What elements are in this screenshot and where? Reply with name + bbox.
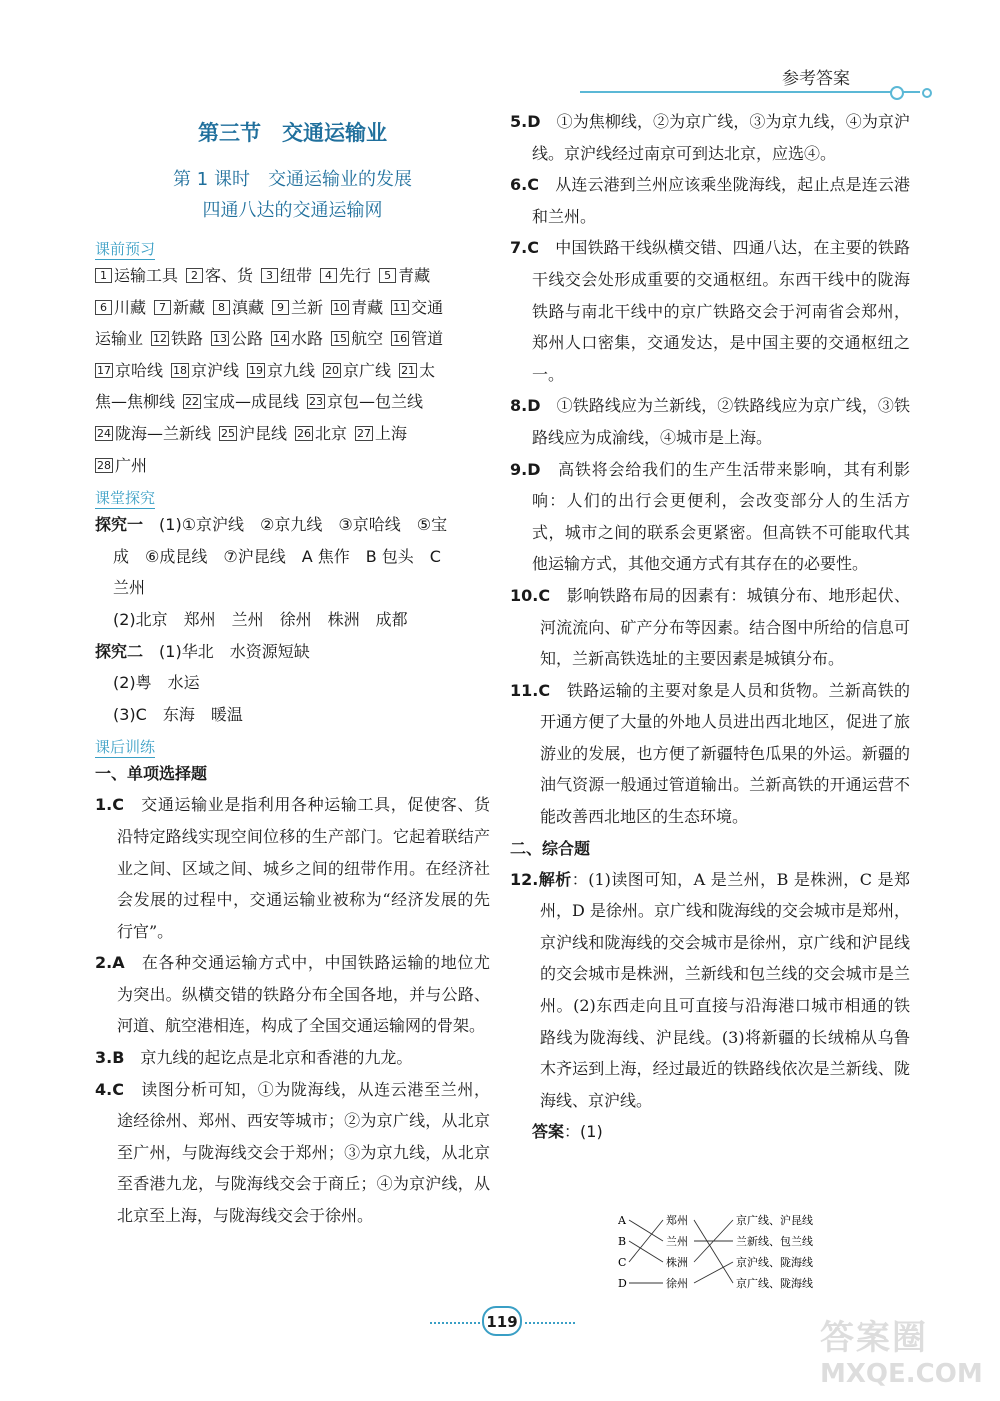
preview-item-text: 京广线 [343, 360, 392, 380]
preview-item [211, 323, 263, 355]
diagram-letter: C [618, 1256, 627, 1269]
answer-choice: 2.A [95, 953, 125, 973]
header-circle-icon [890, 86, 904, 100]
answer-12-label: 答案：(1) [532, 1122, 603, 1142]
preview-item-text: 京九线 [267, 360, 316, 380]
answer-item [510, 232, 910, 390]
preview-item-text: 焦—焦柳线 [95, 392, 176, 412]
matching-diagram-svg [618, 1206, 828, 1291]
left-column [95, 110, 490, 1232]
answer-choice: 3.B [95, 1048, 125, 1068]
preview-item [247, 355, 315, 387]
answer-number-box: 21 [401, 363, 416, 377]
explore1-line4: (2)北京 郑州 兰州 徐州 株洲 成都 [113, 609, 408, 629]
answer-item [510, 169, 910, 232]
diagram-city: 兰州 [666, 1235, 688, 1248]
diagram-city: 徐州 [666, 1277, 688, 1290]
preview-item-text: 太 [419, 360, 436, 380]
answer-item [95, 789, 490, 947]
answer-explanation: 影响铁路布局的因素有：城镇分布、地形起伏、河流流向、矿产分布等因素。结合图中所给的信息可知，兰新高铁选址的主要因素是城镇分布。 [540, 585, 910, 669]
preview-item-text: 京沪线 [191, 360, 240, 380]
page-number-badge: 119 [482, 1306, 522, 1336]
answer-number-box: 14 [273, 332, 288, 346]
answer-item [95, 1074, 490, 1232]
preview-line [95, 450, 490, 482]
preview-item-text: 北京 [315, 423, 348, 443]
diagram-railway: 京广线、陇海线 [736, 1277, 813, 1290]
preview-item-text: 纽带 [280, 266, 313, 285]
answer-choice: 8.D [510, 396, 541, 416]
diagram-letter: D [618, 1277, 627, 1290]
answer-number-box: 15 [333, 332, 348, 346]
preview-item [379, 260, 430, 292]
answer-explanation: ①铁路线应为兰新线，②铁路线应为京广线，③铁路线应为成渝线，④城市是上海。 [532, 396, 910, 447]
diagram-connector [629, 1220, 663, 1241]
explore2-line3: (3)C 东海 暖温 [113, 704, 243, 724]
preview-item [95, 386, 175, 418]
answer-explanation: 交通运输业是指利用各种运输工具，促使客、货沿特定路线实现空间位移的生产部门。它起着联结产业之间、区域之间、城乡之间的纽带作用。在经济社会发展的过程中，交通运输业被称为“经济发展的先行官”。 [117, 795, 490, 941]
answer-choice: 5.D [510, 112, 541, 131]
answer-choice: 4.C [95, 1079, 124, 1099]
classroom-tag: 课堂探究 [95, 489, 156, 508]
diagram-railway: 京沪线、陇海线 [736, 1256, 813, 1269]
answer-number-box: 22 [185, 395, 200, 409]
answer-choice: 1.C [95, 795, 124, 815]
preview-item-text: 交通 [411, 297, 444, 317]
diagram-railway: 京广线、沪昆线 [736, 1214, 813, 1227]
header-rule [580, 91, 920, 93]
preview-item-text: 先行 [339, 266, 372, 285]
answer-number-box: 4 [320, 268, 337, 283]
preview-item-text: 青藏 [398, 266, 431, 285]
preview-item [95, 450, 147, 482]
answer-number-box: 11 [393, 300, 408, 314]
answer-number-box: 10 [333, 300, 348, 314]
watermark-logo [820, 1310, 990, 1390]
preview-item-text: 水路 [291, 329, 324, 349]
answer-number-box: 1 [95, 268, 112, 283]
preview-item [271, 323, 323, 355]
right-column [510, 106, 910, 1148]
answer-explanation: ①为焦柳线，②为京广线，③为京九线，④为京沪线。京沪线经过南京可到达北京，应选④。 [532, 112, 910, 163]
answer-number-box: 28 [97, 458, 111, 472]
answer-choice: 9.D [510, 459, 541, 479]
preview-item [323, 355, 391, 387]
answer-explanation: 铁路运输的主要对象是人员和货物。兰新高铁的开通方便了大量的外地人员进出西北地区，促进了旅游业的发展，也方便了新疆特色瓜果的外运。新疆的油气资源一般通过管道输出。兰新高铁的开通运营不能改善西北地区的生态环境。 [540, 680, 910, 827]
answer-number-box: 5 [379, 268, 396, 283]
explore-block [95, 509, 490, 730]
preview-item [272, 292, 323, 324]
preview-answers [95, 260, 490, 481]
answer-choice: 11.C [510, 680, 551, 700]
comprehensive-heading: 二、综合题 [510, 838, 591, 858]
answer-number-box: 8 [213, 300, 230, 315]
preview-item [261, 260, 312, 292]
answer-number-box: 12 [153, 332, 168, 346]
answer-choice: 7.C [510, 238, 539, 258]
explore1-line2: 成 ⑥成昆线 ⑦沪昆线 A 焦作 B 包头 C [113, 546, 441, 566]
diagram-connector [694, 1262, 733, 1283]
answer-item [510, 675, 910, 833]
preview-item [95, 260, 178, 292]
preview-item [320, 260, 371, 292]
preview-item [391, 323, 443, 355]
preview-item-text: 航空 [351, 329, 384, 349]
preview-line [95, 386, 490, 418]
preview-item-text: 京哈线 [115, 360, 164, 380]
answer-item [510, 106, 910, 169]
preview-line [95, 355, 490, 387]
answer-number-box: 7 [154, 300, 171, 315]
preview-item-text: 川藏 [114, 297, 147, 317]
preview-item-text: 铁路 [171, 329, 204, 349]
diagram-letter: A [618, 1214, 626, 1227]
preview-item-text: 京包—包兰线 [327, 392, 424, 412]
preview-item [213, 292, 264, 324]
diagram-city: 株洲 [666, 1256, 688, 1269]
answer-item [95, 1042, 490, 1074]
explore2-line1: 探究二 (1)华北 水资源短缺 [95, 641, 310, 661]
preview-item-text: 滇藏 [232, 297, 265, 317]
answer-number-box: 25 [221, 426, 236, 440]
page-number [430, 1306, 575, 1336]
preview-item-text: 管道 [411, 329, 444, 349]
preview-item [95, 323, 143, 355]
preview-item-text: 新藏 [173, 297, 206, 317]
answer-explanation: 京九线的起讫点是北京和香港的九龙。 [140, 1048, 413, 1068]
preview-item [151, 323, 203, 355]
header-title: 参考答案 [782, 69, 850, 89]
page-header [560, 58, 940, 103]
answers-right [510, 106, 910, 833]
answer-number-box: 13 [213, 332, 228, 346]
preview-item-text: 公路 [231, 329, 264, 349]
diagram-city: 郑州 [666, 1214, 688, 1227]
answer-number-box: 9 [272, 300, 289, 315]
preview-line [95, 418, 490, 450]
answer-explanation: 读图分析可知，①为陇海线，从连云港至兰州，途经徐州、郑州、西安等城市；②为京广线，从北京至广州，与陇海线交会于郑州；③为京九线，从北京至香港九龙，与陇海线交会于商丘；④为京沪线，从北京至上海，与陇海线交会于徐州。 [117, 1079, 490, 1226]
lesson-title: 第 1 课时 交通运输业的发展 [173, 169, 412, 190]
after-class-tag: 课后训练 [95, 738, 156, 757]
watermark-top: 答案圈 [820, 1318, 928, 1358]
answer-item [510, 454, 910, 580]
diagram-connector [629, 1220, 663, 1262]
preview-item [171, 355, 239, 387]
explore1-line1: 探究一 (1)①京沪线 ②京九线 ③京哈线 ⑤宝 [95, 515, 448, 535]
preview-item-text: 广州 [115, 455, 148, 475]
preview-item-text: 沪昆线 [239, 423, 288, 443]
preview-item [307, 386, 423, 418]
preview-item [183, 386, 299, 418]
answer-number-box: 16 [393, 332, 408, 346]
preview-item [95, 418, 211, 450]
preview-item [355, 418, 407, 450]
preview-item [154, 292, 205, 324]
page-dots-left [430, 1322, 480, 1324]
diagram-letter: B [618, 1235, 627, 1248]
answer-explanation: 从连云港到兰州应该乘坐陇海线，起止点是连云港和兰州。 [532, 175, 910, 226]
explore1-line3: 兰州 [113, 578, 146, 598]
preview-item-text: 青藏 [351, 297, 384, 317]
matching-diagram [618, 1206, 828, 1291]
diagram-railway: 兰新线、包兰线 [736, 1235, 813, 1248]
preview-item-text: 陇海—兰新线 [115, 423, 212, 443]
preview-item-text: 宝成—成昆线 [203, 392, 300, 412]
preview-item [331, 292, 383, 324]
preview-item [399, 355, 435, 387]
answer-choice: 10.C [510, 585, 551, 605]
answer-explanation: 高铁将会给我们的生产生活带来影响，其有利影响：人们的出行会更便利，会改变部分人的生活方式，城市之间的联系会更紧密。但高铁不可能取代其他运输方式，其他交通方式有其存在的必要性。 [532, 459, 910, 574]
preview-tag: 课前预习 [95, 240, 156, 258]
answer-number-box: 26 [297, 426, 312, 440]
preview-item [95, 292, 146, 324]
answer-number-box: 19 [249, 363, 264, 377]
section-title: 第三节 交通运输业 [198, 121, 387, 145]
answer-item [510, 580, 910, 675]
preview-line [95, 292, 490, 324]
diagram-connector [629, 1241, 663, 1262]
answer-number-box: 18 [173, 363, 188, 377]
preview-item [186, 260, 253, 292]
answer-number-box: 23 [309, 395, 324, 409]
single-choice-heading: 一、单项选择题 [95, 764, 208, 784]
answer-number-box: 20 [325, 363, 340, 377]
preview-item [295, 418, 347, 450]
page-dots-right [525, 1322, 575, 1324]
explore2-line2: (2)粤 水运 [113, 673, 200, 693]
answer-number-box: 3 [261, 268, 278, 283]
diagram-connector [694, 1220, 733, 1283]
preview-item [391, 292, 443, 324]
preview-item [331, 323, 383, 355]
answer-item [510, 390, 910, 453]
answers-left [95, 789, 490, 1231]
answer-number-box: 2 [186, 268, 203, 283]
preview-item-text: 运输业 [95, 329, 144, 349]
answer-explanation: 中国铁路干线纵横交错、四通八达，在主要的铁路干线交会处形成重要的交通枢纽。东西干线中的陇海铁路与南北干线中的京广铁路交会于河南省会郑州，郑州人口密集，交通发达，是中国主要的交通枢纽之一。 [532, 238, 910, 384]
lesson-subtitle: 四通八达的交通运输网 [202, 200, 383, 221]
answer-12: 12.解析：(1)读图可知，A 是兰州，B 是株洲，C 是郑州，D 是徐州。京广线和陇海线的交会城市是郑州，京沪线和陇海线的交会城市是徐州，京广线和沪昆线的交会城市是株洲，兰新线和包兰线的交会城市是兰州。(2)东西走向且可直接与沿海港口城市相通的铁路线为陇海线、沪昆线。(3)将新疆的长绒棉从乌鲁木齐运到上海，经过最近的铁路线依次是兰新线、陇海线、京沪线。 [510, 869, 910, 1110]
answer-explanation: 在各种交通运输方式中，中国铁路运输的地位尤为突出。纵横交错的铁路分布全国各地，并与公路、河道、航空港相连，构成了全国交通运输网的骨架。 [117, 953, 490, 1036]
preview-item-text: 上海 [375, 423, 408, 443]
preview-item [95, 355, 163, 387]
answer-number-box: 24 [97, 426, 111, 440]
header-circle-small-icon [922, 88, 932, 98]
preview-line [95, 260, 490, 292]
answer-number-box: 6 [95, 300, 112, 315]
preview-item [219, 418, 287, 450]
answer-number-box: 27 [357, 426, 372, 440]
preview-item-text: 兰新 [291, 297, 324, 317]
answer-item [95, 947, 490, 1042]
preview-line [95, 323, 490, 355]
preview-item-text: 客、货 [205, 266, 254, 285]
answer-choice: 6.C [510, 175, 539, 195]
watermark-bottom: MXQE.COM [820, 1359, 983, 1389]
preview-item-text: 运输工具 [114, 266, 179, 285]
answer-number-box: 17 [97, 363, 111, 377]
